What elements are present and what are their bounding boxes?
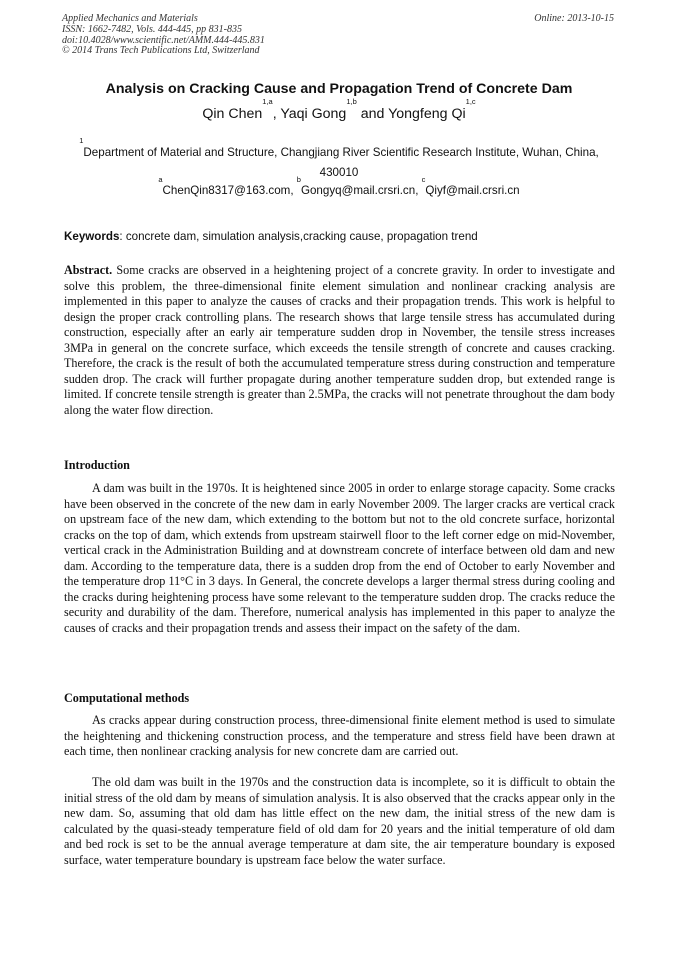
email-marker: c [421, 175, 426, 184]
doi-line: doi:10.4028/www.scientific.net/AMM.444-445.831 [62, 34, 265, 46]
journal-name: Applied Mechanics and Materials [62, 13, 198, 24]
paper-title: Analysis on Cracking Cause and Propagation Trend of Concrete Dam [105, 81, 573, 97]
section-heading-computational-methods: Computational methods [64, 691, 190, 705]
email-marker: a [158, 175, 163, 184]
email-address: ChenQin8317@163.com [162, 184, 291, 197]
affiliation-text: Department of Material and Structure, Changjiang River Scientific Research Institute, Wuhan, China, 430010 [83, 146, 599, 179]
copyright-line: © 2014 Trans Tech Publications Ltd, Switzerland [62, 45, 260, 57]
affiliation [72, 136, 606, 183]
abstract [64, 263, 615, 418]
keywords [64, 229, 616, 244]
email-marker: b [296, 175, 301, 184]
author-separator: , [272, 106, 281, 122]
email-list: $^a$ChenQin8317@163.com, $^b$Gongyq@mail.crsri.cn, $^c$Qiyf@mail.crsri.cn [158, 175, 520, 197]
author-name: Yongfeng Qi [388, 106, 466, 122]
keywords-label: Keywords [64, 230, 120, 243]
author-affil-marker: 1,a [262, 97, 273, 106]
online-date: Online: 2013-10-15 [534, 13, 614, 24]
methods-paragraph: The old dam was built in the 1970s and the construction data is incomplete, so it is difficult to obtain the initial stress of the old dam by means of simulation analysis. It is also observed that the cracks appear only in the new dam. So, assuming that old dam has little effect on the new dam, the initial stress of the new dam is calculated by the quasi-steady temperature field of old dam for 20 years and the initial temperature of old dam and bed rock is set to be the annual average temperature at dam site, the air temperature boundary is exposed surface, water temperature boundary is upstream face below the water surface. [64, 775, 615, 867]
author-list [40, 97, 638, 124]
introduction-paragraph: A dam was built in the 1970s. It is heightened since 2005 in order to enlarge storage capacity. Some cracks have been observed in the concrete of the new dam in early November 2009. The larger cracks are vertical crack on upstream face of the new dam, which extending to the bottom but not to the old concrete surface, horizontal cracks on the top of dam, which extends from upstream stairwell floor to the left corner edge on mid-November, vertical crack in the Administration Building and at downstream concrete of interface between old dam and new dam. According to the temperature data, there is a sudden drop from the end of October to early November and the temperature drop 11°C in 3 days. In General, the concrete develops a larger thermal stress during cooling and the cracks during heightening process have some relevant to the temperature sudden drop. The cracks reduce the security and durability of the dam. Therefore, numerical analysis has implemented in this paper to analyze the causes of cracks and their propagation trends and assess their impact on the safety of the dam. [64, 481, 615, 635]
affiliation-marker: 1 [79, 136, 84, 145]
author-affil-marker: 1,b [346, 97, 357, 106]
author-affil-marker: 1,c [465, 97, 476, 106]
methods-paragraph: As cracks appear during construction process, three-dimensional finite element method is used to simulate the heightening and thickening construction process, and the temperature and stress field have been drawn at each time, then nonlinear cracking analysis for new concrete dam are carried out. [64, 713, 615, 759]
citation-block [62, 14, 265, 57]
author-name: Qin Chen [202, 106, 263, 122]
issn-line: ISSN: 1662-7482, Vols. 444-445, pp 831-835 [62, 23, 242, 35]
abstract-label: Abstract. [64, 263, 113, 277]
email-address: Gongyq@mail.crsri.cn [300, 184, 416, 197]
keywords-text: : concrete dam, simulation analysis,cracking cause, propagation trend [119, 230, 478, 243]
author-name: Yaqi Gong [280, 106, 347, 122]
abstract-text: Some cracks are observed in a heightening project of a concrete gravity. In order to investigate and solve this problem, the three-dimensional finite element simulation and nonlinear cracking analysis are implemented in this paper to analyze the causes of cracks and their propagation trends. This work is helpful to design the proper crack controlling plans. The research shows that large tensile stress has accumulated during construction, especially after an early air temperature sudden drop in November, the tensile stress increases 3MPa in general on the concrete surface, which exceeds the tensile strength of concrete and causes cracking. Therefore, the crack is the result of both the accumulated temperature stress during construction and temperature sudden drop. The crack will further propagate during another temperature sudden drop, but extended range is limited. If concrete tensile strength is greater than 2.5MPa, the cracks will not penetrate throughout the dam body along the water flow direction. [64, 263, 615, 417]
section-heading-introduction: Introduction [64, 458, 130, 472]
email-address: Qiyf@mail.crsri.cn [425, 184, 520, 197]
author-separator: and [356, 106, 389, 122]
